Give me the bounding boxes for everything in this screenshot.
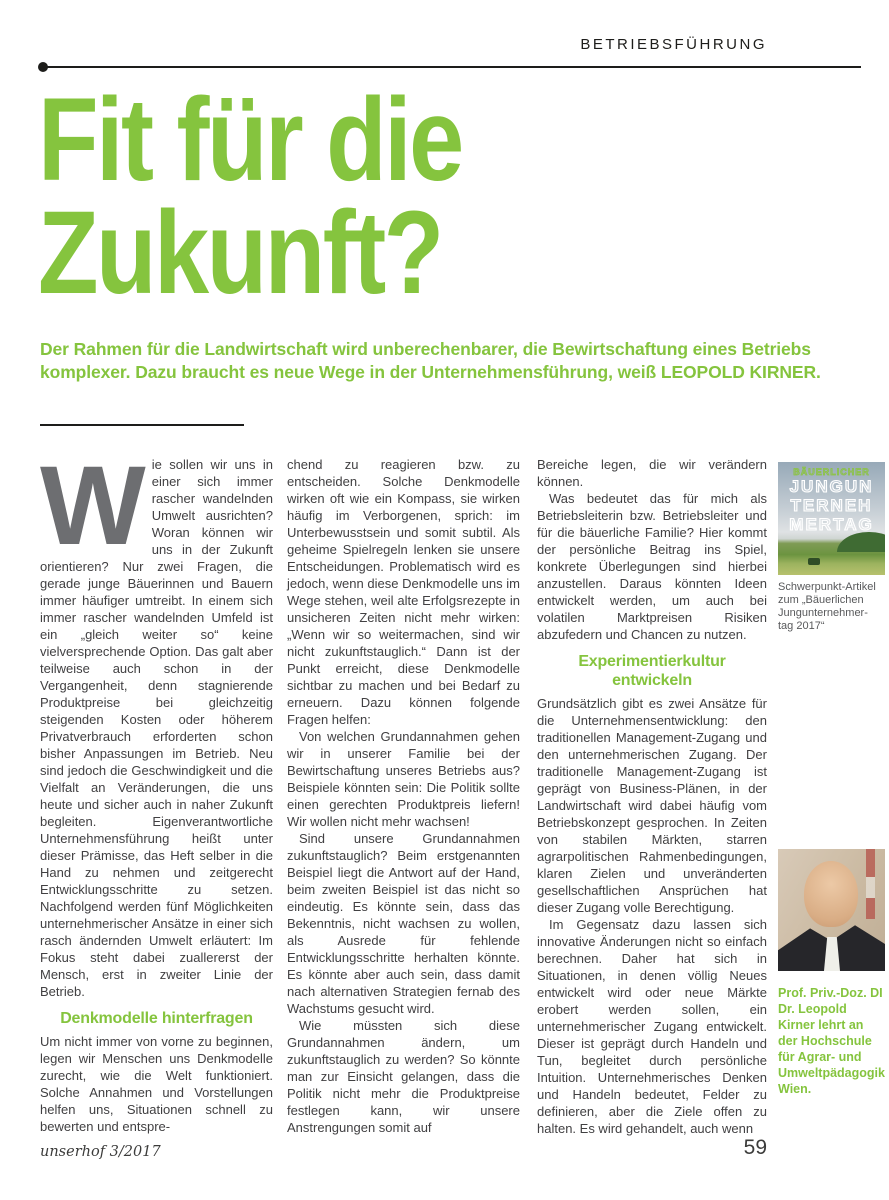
paragraph: Bereiche legen, die wir verändern können.	[537, 457, 767, 489]
subheading-denkmodelle: Denkmodelle hinterfragen	[60, 1010, 253, 1027]
column-top-rule	[40, 424, 244, 426]
paragraph: Was bedeutet das für mich als Betriebsleiterin bzw. Betriebsleiter und für die bäuerliche Familie? Hier kommt der persönliche Beitrag ins Spiel, konkrete Überlegungen sind hierbei anzustellen. Daraus könnten Ideen entwickelt werden, um auch bei volatilen Marktpreisen Risiken abzufedern und Chancen zu nutzen.	[537, 491, 767, 642]
poster-hill-shape	[837, 532, 885, 552]
author-portrait-image	[778, 849, 885, 971]
portrait-flag-shape	[866, 849, 875, 919]
paragraph: Grundsätzlich gibt es zwei Ansätze für die Unternehmensentwicklung: den traditionellen Management-Zugang und den unternehmerischen Zugang. Der traditionelle Management-Zugang ist geprägt von Business-Plänen, in der Landwirtschaft wird dabei häufig vom Betriebskonzept gesprochen. In Zeiten von stabilen Märkten, starren agrarpolitischen Rahmenbedingungen, klaren Zielen und unveränderten gesellschaftlichen Ansprüchen hat dieser Zugang volle Berechtigung.	[537, 696, 767, 915]
paragraph: Sind unsere Grundannahmen zukunftstauglich? Beim erstgenannten Beispiel liegt die Antwort auf der Hand, beim zweiten Beispiel ist das nicht so eindeutig. Es könnte sein, dass das Bekenntnis, nicht wachsen zu wollen, als Ausrede für fehlende Entwicklungsschritte herhalten könnte. Es könnte aber auch sein, dass damit nach alternativen Strategien fernab des Wachstums gesucht wird.	[287, 831, 520, 1016]
paragraph: Um nicht immer von vorne zu beginnen, legen wir Menschen uns Denkmodelle zurecht, wie die Welt funktioniert. Solche Annahmen und Vorstellungen helfen uns, Situationen schnell zu bewerten und entspre-	[40, 1034, 273, 1134]
article-title-line2: Zukunft?	[38, 187, 442, 319]
header-rule	[44, 66, 861, 68]
poster-tractor-shape	[808, 558, 820, 565]
author-caption: Prof. Priv.-Doz. DI Dr. Leopold Kirner lehrt an der Hochschule für Agrar- und Umweltpädagogik Wien.	[778, 986, 885, 1096]
article-title	[38, 74, 525, 319]
paragraph: Im Gegensatz dazu lassen sich innovative Änderungen nicht so einfach berechnen. Daher hat sich in Situationen, in denen völlig Neues entwickelt wird oder neue Märkte erobert werden sollen, ein unternehmerischer Zugang entwickelt. Dieser ist geprägt durch Handeln und Tun, begleitet durch persönliche Intuition. Unternehmerisches Denken und Handeln bedeutet, Felder zu definieren, aber die Ziele offen zu halten. Es wird gehandelt, auch wenn	[537, 917, 767, 1136]
dropcap: W	[40, 443, 144, 568]
paragraph: Von welchen Grundannahmen gehen wir in unserer Familie bei der Bewirtschaftung unseres Betriebs aus? Beispiele könnten sein: Die Politik sollte einen gerechten Produktpreis liefern! Wir wollen nicht mehr wachsen!	[287, 729, 520, 829]
poster-text-line2: TERNEH	[790, 496, 873, 515]
article-lead: Der Rahmen für die Landwirtschaft wird unberechenbarer, die Bewirtschaftung eines Betriebs komplexer. Dazu braucht es neue Wege in der Unternehmensführung, weiß LEOPOLD KIRNER.	[40, 339, 821, 382]
text-column-2	[287, 456, 520, 1136]
sidebar	[778, 462, 885, 1097]
poster-text	[778, 467, 885, 534]
poster-caption: Schwerpunkt-Artikel zum „Bäuerlichen Jungunternehmer- tag 2017“	[778, 581, 876, 632]
page-number: 59	[743, 1136, 767, 1159]
paragraph	[40, 443, 273, 1000]
magazine-issue: unserhof 3/2017	[40, 1144, 161, 1160]
paragraph: Wie müssten sich diese Grundannahmen ändern, um zukunftstauglich zu werden? So könnte man zur Einsicht gelangen, dass die Politik nicht mehr die Produktpreise festlegen kann, wir unsere Anstrengungen somit auf	[287, 1018, 520, 1135]
text-column-3	[537, 456, 767, 1137]
poster-text-line1: JUNGUN	[789, 477, 874, 496]
text-column-1	[40, 443, 273, 1135]
poster-text-line0: BÄUERLICHER	[793, 467, 870, 477]
paragraph-text: ie sollen wir uns in einer sich immer rascher wandelnden Umwelt ausrichten? Woran können wir uns in der Zukunft orientieren? Nur zwei Fragen, die gerade junge Bäuerinnen und Bauern immer häufiger umtreibt. In einem sich immer rascher wandelnden Umfeld ist ein „gleich weiter so“ keine vielversprechende Option. Das galt aber teilweise auch schon in der Vergangenheit, denn stagnierende Produktpreise bei gleichzeitig steigenden Kosten oder höherem Privatverbrauch erforderten schon bisher Anpassungen im Betrieb. Neu sind jedoch die Geschwindigkeit und die Vielfalt an Veränderungen, die uns heute und sicher auch in naher Zukunft begleiten. Eigenverantwortliche Unternehmensführung heißt unter dieser Prämisse, das Heft selber in die Hand zu nehmen und zeitgerecht Entwicklungsschritte zu setzen. Nachfolgend werden fünf Möglichkeiten unternehmerischer Ansätze in einer sich rasch ändernden Umwelt erläutert: Im Fokus steht dabei zuallererst der Mensch, erst in zweiter Linie der Betrieb.	[40, 457, 273, 999]
article-title-line1: Fit für die	[38, 74, 462, 206]
jungunternehmertag-poster-image	[778, 462, 885, 575]
portrait-head-shape	[804, 861, 858, 927]
poster-text-line3: MERTAG	[789, 515, 874, 534]
paragraph: chend zu reagieren bzw. zu entscheiden. Solche Denkmodelle wirken oft wie ein Kompass, sie wirken häufig im Verborgenen, sprich: im Unterbewusstsein und somit subtil. Als geheime Spielregeln lenken sie unsere Entscheidungen. Problematisch wird es jedoch, wenn diese Denkmodelle uns im Wege stehen, weil alte Erfolgsrezepte in unsicheren Zeiten nicht mehr wirken: „Wenn wir so weitermachen, sind wir nicht zukunftstauglich.“ Dann ist der Punkt erreicht, diese Denkmodelle sichtbar zu machen und bei Bedarf zu erneuern. Dazu können folgende Fragen helfen:	[287, 457, 520, 727]
subheading-experimentierkultur: Experimentierkultur entwickeln	[578, 653, 726, 689]
section-label: BETRIEBSFÜHRUNG	[580, 36, 767, 53]
